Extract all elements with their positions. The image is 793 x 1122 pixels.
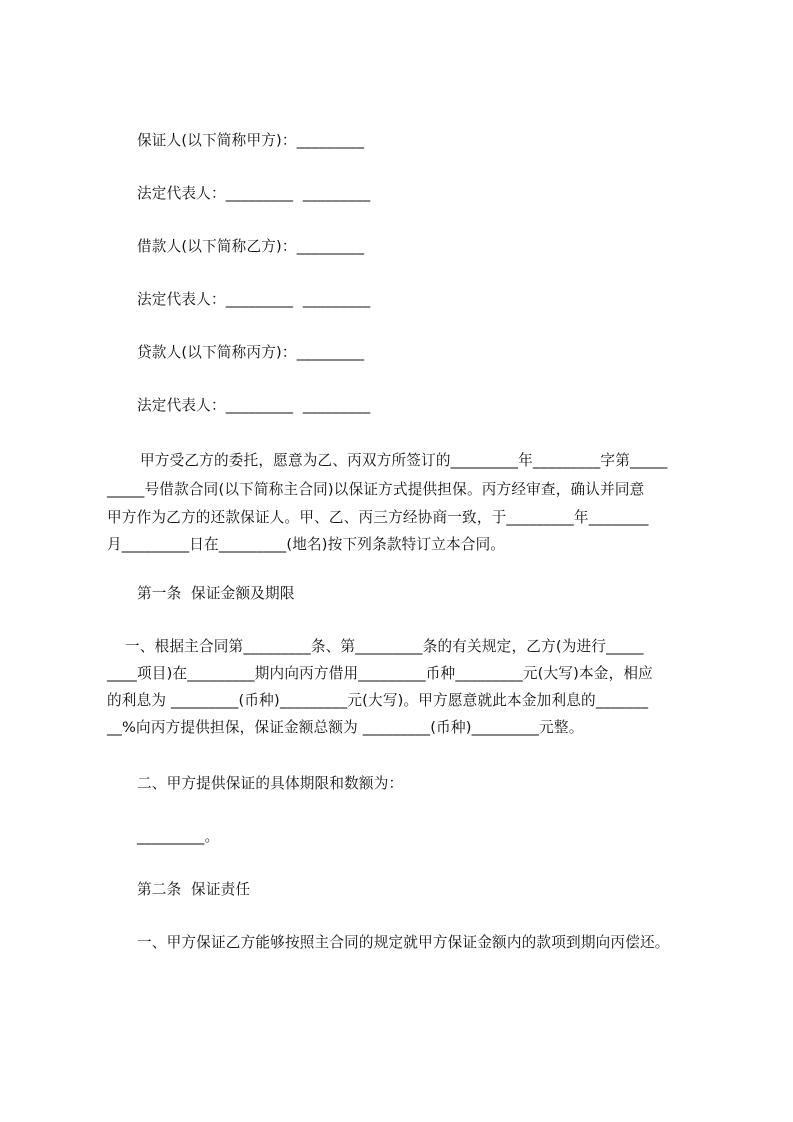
borrower-representative-line: 法定代表人：_________ _________ bbox=[137, 291, 371, 308]
article-1-clause-1-line: 的利息为 _________(币种)_________元(大写)。甲方愿意就此本金加利息的_______ bbox=[107, 692, 649, 709]
article-2-clause-1: 一、甲方保证乙方能够按照主合同的规定就甲方保证金额内的款项到期向丙偿还。 bbox=[137, 934, 670, 951]
guarantor-line: 保证人(以下简称甲方)：_________ bbox=[137, 132, 365, 149]
intro-paragraph-line: 月_________日在_________(地名)按下列条款特订立本合同。 bbox=[107, 536, 506, 553]
guarantor-representative-line: 法定代表人：_________ _________ bbox=[137, 185, 371, 202]
article-1-clause-1-line: __%向丙方提供担保，保证金额总额为 _________(币种)_________元整。 bbox=[107, 719, 584, 736]
article-1-clause-1-line: 一、根据主合同第_________条、第_________条的有关规定，乙方(为进行_____ bbox=[125, 638, 644, 655]
article-1-clause-1-line: ____项目)在_________期内向丙方借用_________币种_________元(大写)本金，相应 bbox=[107, 665, 653, 682]
article-2-heading: 第二条 保证责任 bbox=[137, 881, 251, 898]
intro-paragraph-line: 甲方受乙方的委托，愿意为乙、丙双方所签订的_________年_________字第_____ bbox=[140, 452, 668, 469]
article-1-heading: 第一条 保证金额及期限 bbox=[137, 585, 295, 602]
lender-line: 贷款人(以下简称丙方)：_________ bbox=[137, 344, 365, 361]
lender-representative-line: 法定代表人：_________ _________ bbox=[137, 397, 371, 414]
intro-paragraph-line: 甲方作为乙方的还款保证人。甲、乙、丙三方经协商一致，于_________年________ bbox=[107, 509, 649, 526]
intro-paragraph-line: _____号借款合同(以下简称主合同)以保证方式提供担保。丙方经审查，确认并同意 bbox=[107, 481, 645, 498]
article-1-clause-2-blank: _________。 bbox=[137, 828, 220, 845]
borrower-line: 借款人(以下简称乙方)：_________ bbox=[137, 238, 365, 255]
article-1-clause-2: 二、甲方提供保证的具体期限和数额为： bbox=[137, 775, 404, 792]
